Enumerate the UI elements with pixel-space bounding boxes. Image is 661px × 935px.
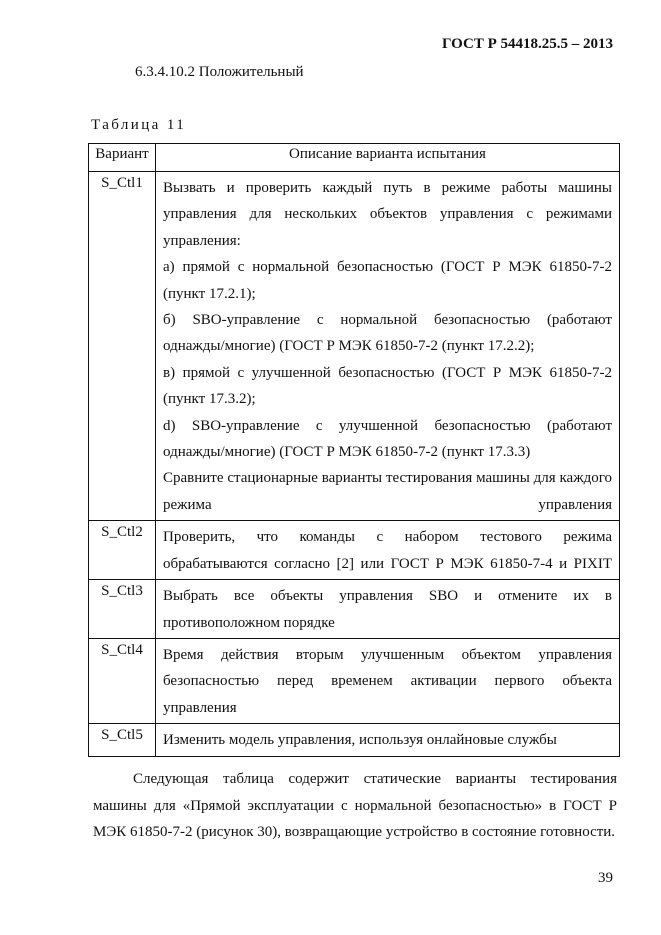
variant-id: S_Ctl1 [89,172,156,521]
variant-id: S_Ctl5 [89,724,156,756]
section-title: 6.3.4.10.2 Положительный [135,64,304,80]
variant-id: S_Ctl2 [89,521,156,580]
table-row [89,724,620,756]
variant-id: S_Ctl3 [89,580,156,639]
variant-description [156,724,620,756]
table-header-row [89,144,620,172]
variant-description [156,638,620,723]
table-row [89,521,620,580]
variant-description [156,580,620,639]
column-header-variant: Вариант [89,144,156,172]
page-number: 39 [598,870,613,886]
description-paragraph: в) прямой с улучшенной безопасностью (ГОСТ Р МЭК 61850-7-2 (пункт 17.3.2); [163,364,612,408]
document-header: ГОСТ Р 54418.25.5 – 2013 [441,36,613,52]
description-paragraph: d) SBO-управление с улучшенной безопасностью (работают однажды/многие) (ГОСТ Р МЭК 61850-7-2 (пункт 17.3.3) [163,417,612,461]
variant-description [156,521,620,580]
description-paragraph: Сравните стационарные варианты тестирования машины для каждого режима управления [163,470,612,513]
variant-description [156,172,620,521]
description-paragraph: Изменить модель управления, используя онлайновые службы [163,732,557,749]
table-row [89,580,620,639]
description-paragraph: Выбрать все объекты управления SBO и отмените их в противоположном порядке [163,588,612,631]
description-paragraph: Проверить, что команды с набором тестового режима обрабатываются согласно [2] или ГОСТ Р МЭК 61850-7-4 и PIXIT [163,529,612,572]
body-paragraph [93,766,617,846]
variant-id: S_Ctl4 [89,638,156,723]
description-paragraph: а) прямой с нормальной безопасностью (ГОСТ Р МЭК 61850-7-2 (пункт 17.2.1); [163,259,612,302]
description-paragraph: Время действия вторым улучшенным объектом управления безопасностью перед временем активации первого объекта управления [163,646,612,716]
body-paragraph-text: Следующая таблица содержит статические варианты тестирования машины для «Прямой эксплуатации с нормальной безопасностью» в ГОСТ Р МЭК 61850-7-2 (рисунок 30), возвращающие устройство в состояние готовности. [93,771,617,840]
table-row [89,172,620,521]
table-caption: Таблица 11 [91,117,187,133]
column-header-description: Описание варианта испытания [156,144,620,172]
variants-table [88,143,620,757]
description-paragraph: Вызвать и проверить каждый путь в режиме работы машины управления для нескольких объектов управления с режимами управления: [163,180,612,249]
table-row [89,638,620,723]
description-paragraph: б) SBO-управление с нормальной безопасностью (работают однажды/многие) (ГОСТ Р МЭК 61850-7-2 (пункт 17.2.2); [163,312,612,355]
